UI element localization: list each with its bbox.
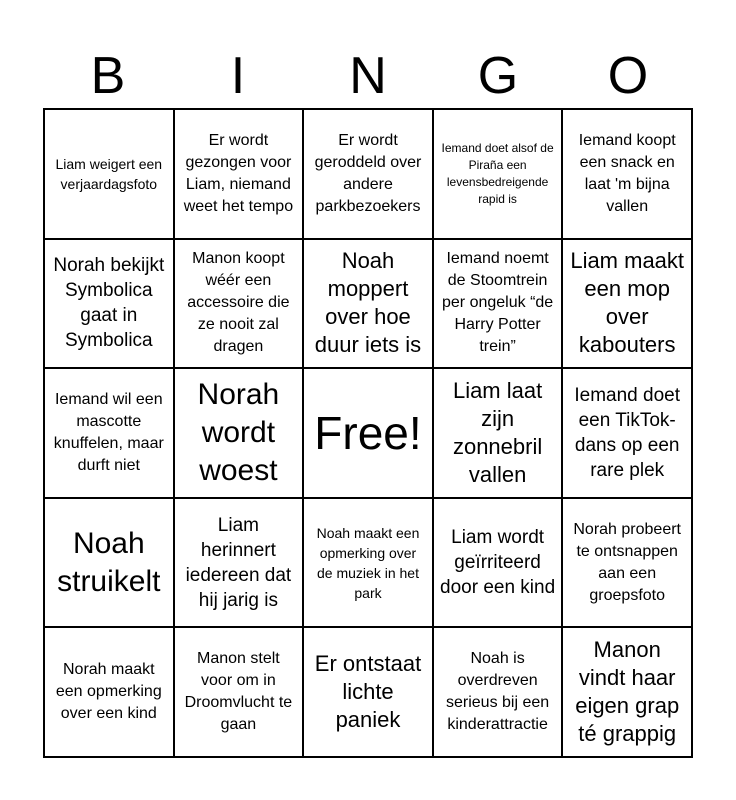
bingo-cell-r4c2[interactable]: Liam herinnert iedereen dat hij jarig is [174, 498, 304, 628]
bingo-cell-r3c2[interactable]: Norah wordt woest [174, 368, 304, 498]
bingo-cell-free[interactable]: Free! [303, 368, 433, 498]
bingo-cell-r3c1[interactable]: Iemand wil een mascotte knuffelen, maar durft niet [44, 368, 174, 498]
bingo-cell-r2c5[interactable]: Liam maakt een mop over kabouters [562, 239, 692, 369]
bingo-cell-r5c4[interactable]: Noah is overdreven serieus bij een kinderattractie [433, 627, 563, 757]
bingo-cell-r4c3[interactable]: Noah maakt een opmerking over de muziek in het park [303, 498, 433, 628]
bingo-cell-r2c3[interactable]: Noah moppert over hoe duur iets is [303, 239, 433, 369]
bingo-cell-r1c2[interactable]: Er wordt gezongen voor Liam, niemand weet het tempo [174, 109, 304, 239]
bingo-cell-r5c2[interactable]: Manon stelt voor om in Droomvlucht te gaan [174, 627, 304, 757]
header-letter-g: G [477, 47, 519, 105]
bingo-cell-r2c2[interactable]: Manon koopt wéér een accessoire die ze nooit zal dragen [174, 239, 304, 369]
bingo-card [43, 108, 693, 758]
header-letter-i: I [230, 47, 246, 105]
bingo-cell-r5c5[interactable]: Manon vindt haar eigen grap té grappig [562, 627, 692, 757]
header-letter-n: N [349, 47, 387, 105]
bingo-header [43, 44, 693, 108]
bingo-cell-r1c4[interactable]: Iemand doet alsof de Piraña een levensbedreigende rapid is [433, 109, 563, 239]
bingo-cell-r2c1[interactable]: Norah bekijkt Symbolica gaat in Symbolica [44, 239, 174, 369]
bingo-cell-r5c3[interactable]: Er ontstaat lichte paniek [303, 627, 433, 757]
bingo-cell-r4c5[interactable]: Norah probeert te ontsnappen aan een groepsfoto [562, 498, 692, 628]
header-letter-b: B [90, 47, 126, 105]
bingo-cell-r4c1[interactable]: Noah struikelt [44, 498, 174, 628]
bingo-cell-r4c4[interactable]: Liam wordt geïrriteerd door een kind [433, 498, 563, 628]
bingo-cell-r3c4[interactable]: Liam laat zijn zonnebril vallen [433, 368, 563, 498]
bingo-cell-r1c1[interactable]: Liam weigert een verjaardagsfoto [44, 109, 174, 239]
bingo-cell-r2c4[interactable]: Iemand noemt de Stoomtrein per ongeluk “de Harry Potter trein” [433, 239, 563, 369]
bingo-cell-r5c1[interactable]: Norah maakt een opmerking over een kind [44, 627, 174, 757]
header-letter-o: O [607, 47, 649, 105]
bingo-cell-r3c5[interactable]: Iemand doet een TikTok-dans op een rare plek [562, 368, 692, 498]
bingo-cell-r1c5[interactable]: Iemand koopt een snack en laat 'm bijna vallen [562, 109, 692, 239]
bingo-cell-r1c3[interactable]: Er wordt geroddeld over andere parkbezoekers [303, 109, 433, 239]
